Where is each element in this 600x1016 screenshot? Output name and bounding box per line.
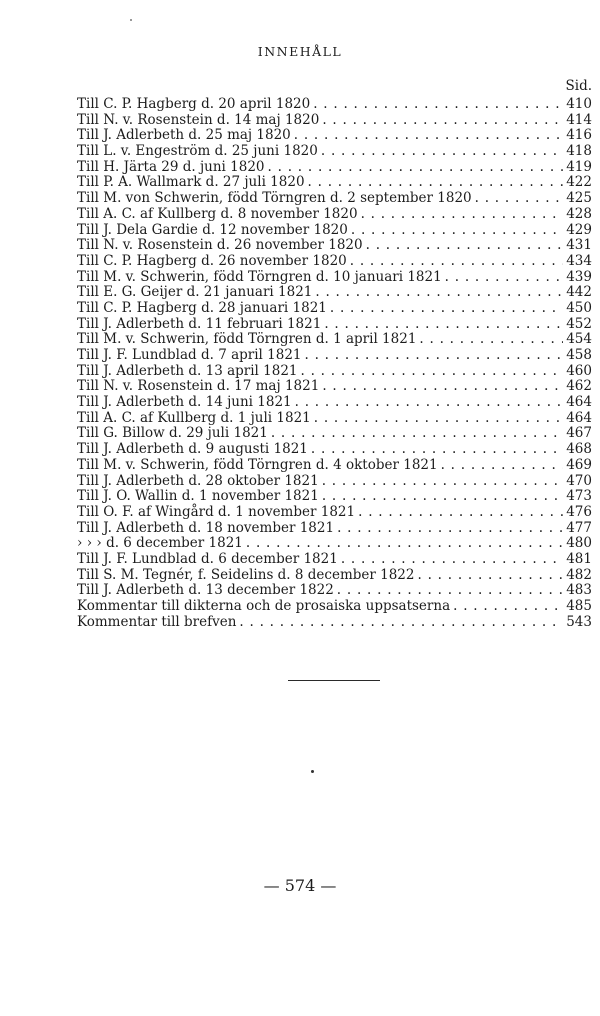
toc-entry-title: Till J. Adlerbeth d. 13 april 1821 (77, 362, 298, 379)
toc-entry[interactable] (77, 536, 592, 552)
toc-entry-page: 410 (566, 96, 592, 112)
toc-entry-title: Till C. P. Hagberg d. 20 april 1820 (77, 96, 311, 112)
dot-leader (351, 223, 563, 239)
toc-entry[interactable] (77, 301, 592, 317)
toc-entry[interactable] (77, 332, 592, 348)
toc-entry[interactable] (77, 144, 592, 160)
dot-leader (295, 395, 564, 411)
toc-entry-title: Till J. Adlerbeth d. 14 juni 1821 (77, 394, 292, 411)
toc-entry[interactable] (77, 128, 592, 144)
toc-entry-page: 482 (566, 566, 592, 583)
toc-entry[interactable] (77, 285, 592, 301)
toc-entry[interactable] (77, 223, 592, 239)
toc-entry-page: 543 (566, 613, 592, 630)
toc-entry-title: Till H. Järta 29 d. juni 1820 (77, 158, 265, 175)
toc-entry-title: Till S. M. Tegnér, f. Seidelins d. 8 december 1822 (77, 566, 415, 583)
toc-entry-page: 477 (566, 519, 592, 536)
toc-entry-title: Till E. G. Geijer d. 21 januari 1821 (77, 284, 313, 301)
dot-leader (315, 285, 563, 301)
toc-entry-title: Till N. v. Rosenstein d. 17 maj 1821 (77, 378, 320, 395)
dot-leader (350, 254, 563, 270)
dot-leader (361, 207, 564, 223)
toc-entry[interactable] (77, 175, 592, 191)
toc-entry-page: 481 (566, 550, 592, 567)
toc-entry[interactable] (77, 411, 592, 427)
section-divider (288, 680, 380, 681)
toc-entry-title: Till A. C. af Kullberg d. 8 november 1820 (77, 205, 358, 222)
dot-leader (322, 379, 563, 395)
toc-entry[interactable] (77, 615, 592, 631)
toc-entry[interactable] (77, 458, 592, 474)
dot-leader (246, 536, 563, 552)
toc-entry-title: Till J. Adlerbeth d. 25 maj 1820 (77, 127, 291, 144)
toc-entry-page: 439 (566, 268, 592, 285)
toc-entry-title: Till J. Dela Gardie d. 12 november 1820 (77, 221, 348, 238)
toc-entry-page: 452 (566, 315, 592, 332)
toc-entry-title: Till M. v. Schwerin, född Törngren d. 1 april 1821 (77, 331, 417, 348)
dot-leader (445, 270, 564, 286)
toc-entry-title: Till J. Adlerbeth d. 18 november 1821 (77, 519, 335, 536)
dot-leader (441, 458, 564, 474)
dot-leader (322, 489, 563, 505)
toc-entry[interactable] (77, 442, 592, 458)
toc-entry-title: Till M. v. Schwerin, född Törngren d. 4 oktober 1821 (77, 456, 438, 473)
dot-leader (417, 568, 563, 584)
dot-leader (330, 301, 563, 317)
toc-entry-page: 480 (566, 535, 592, 552)
toc-entry-page: 469 (566, 456, 592, 473)
toc-entry[interactable] (77, 348, 592, 364)
toc-entry-page: 464 (566, 394, 592, 411)
toc-entry-page: 476 (566, 503, 592, 520)
toc-entry-title: Till J. Adlerbeth d. 9 augusti 1821 (77, 441, 308, 458)
dot-leader (324, 317, 563, 333)
toc-entry-title: Till P. A. Wallmark d. 27 juli 1820 (77, 174, 305, 191)
toc-entry-page: 458 (566, 347, 592, 363)
dot-leader (268, 160, 564, 176)
toc-entry-title: Till C. P. Hagberg d. 28 januari 1821 (77, 299, 327, 316)
dot-leader (366, 238, 564, 254)
toc-entry[interactable] (77, 552, 592, 568)
toc-entry-page: 462 (566, 378, 592, 395)
toc-entry[interactable] (77, 505, 592, 521)
toc-entry[interactable] (77, 583, 592, 599)
toc-entry[interactable] (77, 207, 592, 223)
toc-entry-title: Till N. v. Rosenstein d. 14 maj 1820 (77, 111, 320, 128)
dot-leader (337, 521, 563, 537)
toc-entry-title: Till M. v. Schwerin, född Törngren d. 10 januari 1821 (77, 268, 442, 285)
toc-entry-title: Till N. v. Rosenstein d. 26 november 1820 (77, 237, 363, 254)
toc-entry-page: 460 (566, 362, 592, 379)
toc-entry-page: 485 (566, 598, 592, 614)
toc-entry-page: 483 (566, 582, 592, 599)
page-title: INNEHÅLL (257, 44, 343, 59)
dot-leader (322, 474, 564, 490)
dot-leader (321, 144, 563, 160)
dot-leader (239, 615, 563, 631)
toc-entry-page: 429 (566, 221, 592, 238)
toc-entry[interactable] (77, 568, 592, 584)
dot-leader (341, 552, 563, 568)
toc-entry[interactable] (77, 426, 592, 442)
dot-leader (337, 583, 563, 599)
dot-leader (305, 348, 564, 364)
toc-entry-title: Kommentar till brefven (77, 613, 237, 630)
toc-entry-page: 418 (566, 143, 592, 160)
toc-entry-title: Till L. v. Engeström d. 25 juni 1820 (77, 143, 318, 160)
page-column-label: Sid. (565, 78, 592, 94)
toc-entry-title: Till J. F. Lundblad d. 7 april 1821 (77, 347, 302, 363)
toc-entry-title: › › › d. 6 december 1821 (77, 535, 243, 552)
table-of-contents (77, 97, 592, 630)
toc-entry-title: Till J. O. Wallin d. 1 november 1821 (77, 488, 319, 505)
toc-entry[interactable] (77, 238, 592, 254)
toc-entry-page: 419 (566, 158, 592, 175)
toc-entry-page: 442 (566, 284, 592, 301)
toc-entry-page: 450 (566, 299, 592, 316)
toc-entry-page: 454 (566, 331, 592, 348)
dot-leader (271, 426, 563, 442)
toc-entry-page: 467 (566, 425, 592, 442)
toc-entry[interactable] (77, 364, 592, 380)
dot-leader (475, 191, 564, 207)
dot-leader (311, 442, 563, 458)
toc-entry-title: Till J. Adlerbeth d. 13 december 1822 (77, 582, 334, 599)
toc-entry[interactable] (77, 395, 592, 411)
dot-leader (314, 411, 563, 427)
toc-entry[interactable] (77, 489, 592, 505)
toc-entry-page: 434 (566, 252, 592, 269)
toc-entry-page: 431 (566, 237, 592, 254)
decorative-dot (311, 770, 314, 773)
toc-entry[interactable] (77, 160, 592, 176)
dot-leader (301, 364, 564, 380)
toc-entry-page: 416 (566, 127, 592, 144)
toc-entry-title: Till J. Adlerbeth d. 28 oktober 1821 (77, 472, 319, 489)
toc-entry-page: 428 (566, 205, 592, 222)
toc-entry[interactable] (77, 317, 592, 333)
toc-entry[interactable] (77, 113, 592, 129)
toc-entry-title: Till J. F. Lundblad d. 6 december 1821 (77, 550, 338, 567)
toc-entry-page: 422 (566, 174, 592, 191)
dot-leader (308, 175, 564, 191)
toc-entry-title: Till C. P. Hagberg d. 26 november 1820 (77, 252, 347, 269)
toc-entry-title: Till G. Billow d. 29 juli 1821 (77, 425, 268, 442)
dot-leader (419, 332, 563, 348)
toc-entry-title: Till O. F. af Wingård d. 1 november 1821 (77, 503, 356, 520)
toc-entry[interactable] (77, 97, 592, 113)
toc-entry[interactable] (77, 379, 592, 395)
toc-entry-title: Till J. Adlerbeth d. 11 februari 1821 (77, 315, 322, 332)
dot-leader (313, 97, 563, 113)
toc-entry[interactable] (77, 599, 592, 615)
toc-entry-title: Kommentar till dikterna och de prosaiska uppsatserna (77, 598, 451, 614)
toc-entry[interactable] (77, 270, 592, 286)
stray-mark (130, 19, 132, 21)
toc-entry[interactable] (77, 521, 592, 537)
toc-entry[interactable] (77, 474, 592, 490)
toc-entry-page: 425 (566, 190, 592, 207)
toc-entry-title: Till A. C. af Kullberg d. 1 juli 1821 (77, 409, 311, 426)
dot-leader (453, 599, 563, 615)
toc-entry[interactable] (77, 191, 592, 207)
dot-leader (358, 505, 563, 521)
toc-entry-page: 414 (566, 111, 592, 128)
toc-entry[interactable] (77, 254, 592, 270)
toc-entry-page: 470 (566, 472, 592, 489)
dot-leader (294, 128, 563, 144)
dot-leader (322, 113, 563, 129)
toc-entry-title: Till M. von Schwerin, född Törngren d. 2 september 1820 (77, 190, 472, 207)
toc-entry-page: 464 (566, 409, 592, 426)
toc-entry-page: 473 (566, 488, 592, 505)
toc-entry-page: 468 (566, 441, 592, 458)
page-number: — 574 — (263, 876, 337, 895)
